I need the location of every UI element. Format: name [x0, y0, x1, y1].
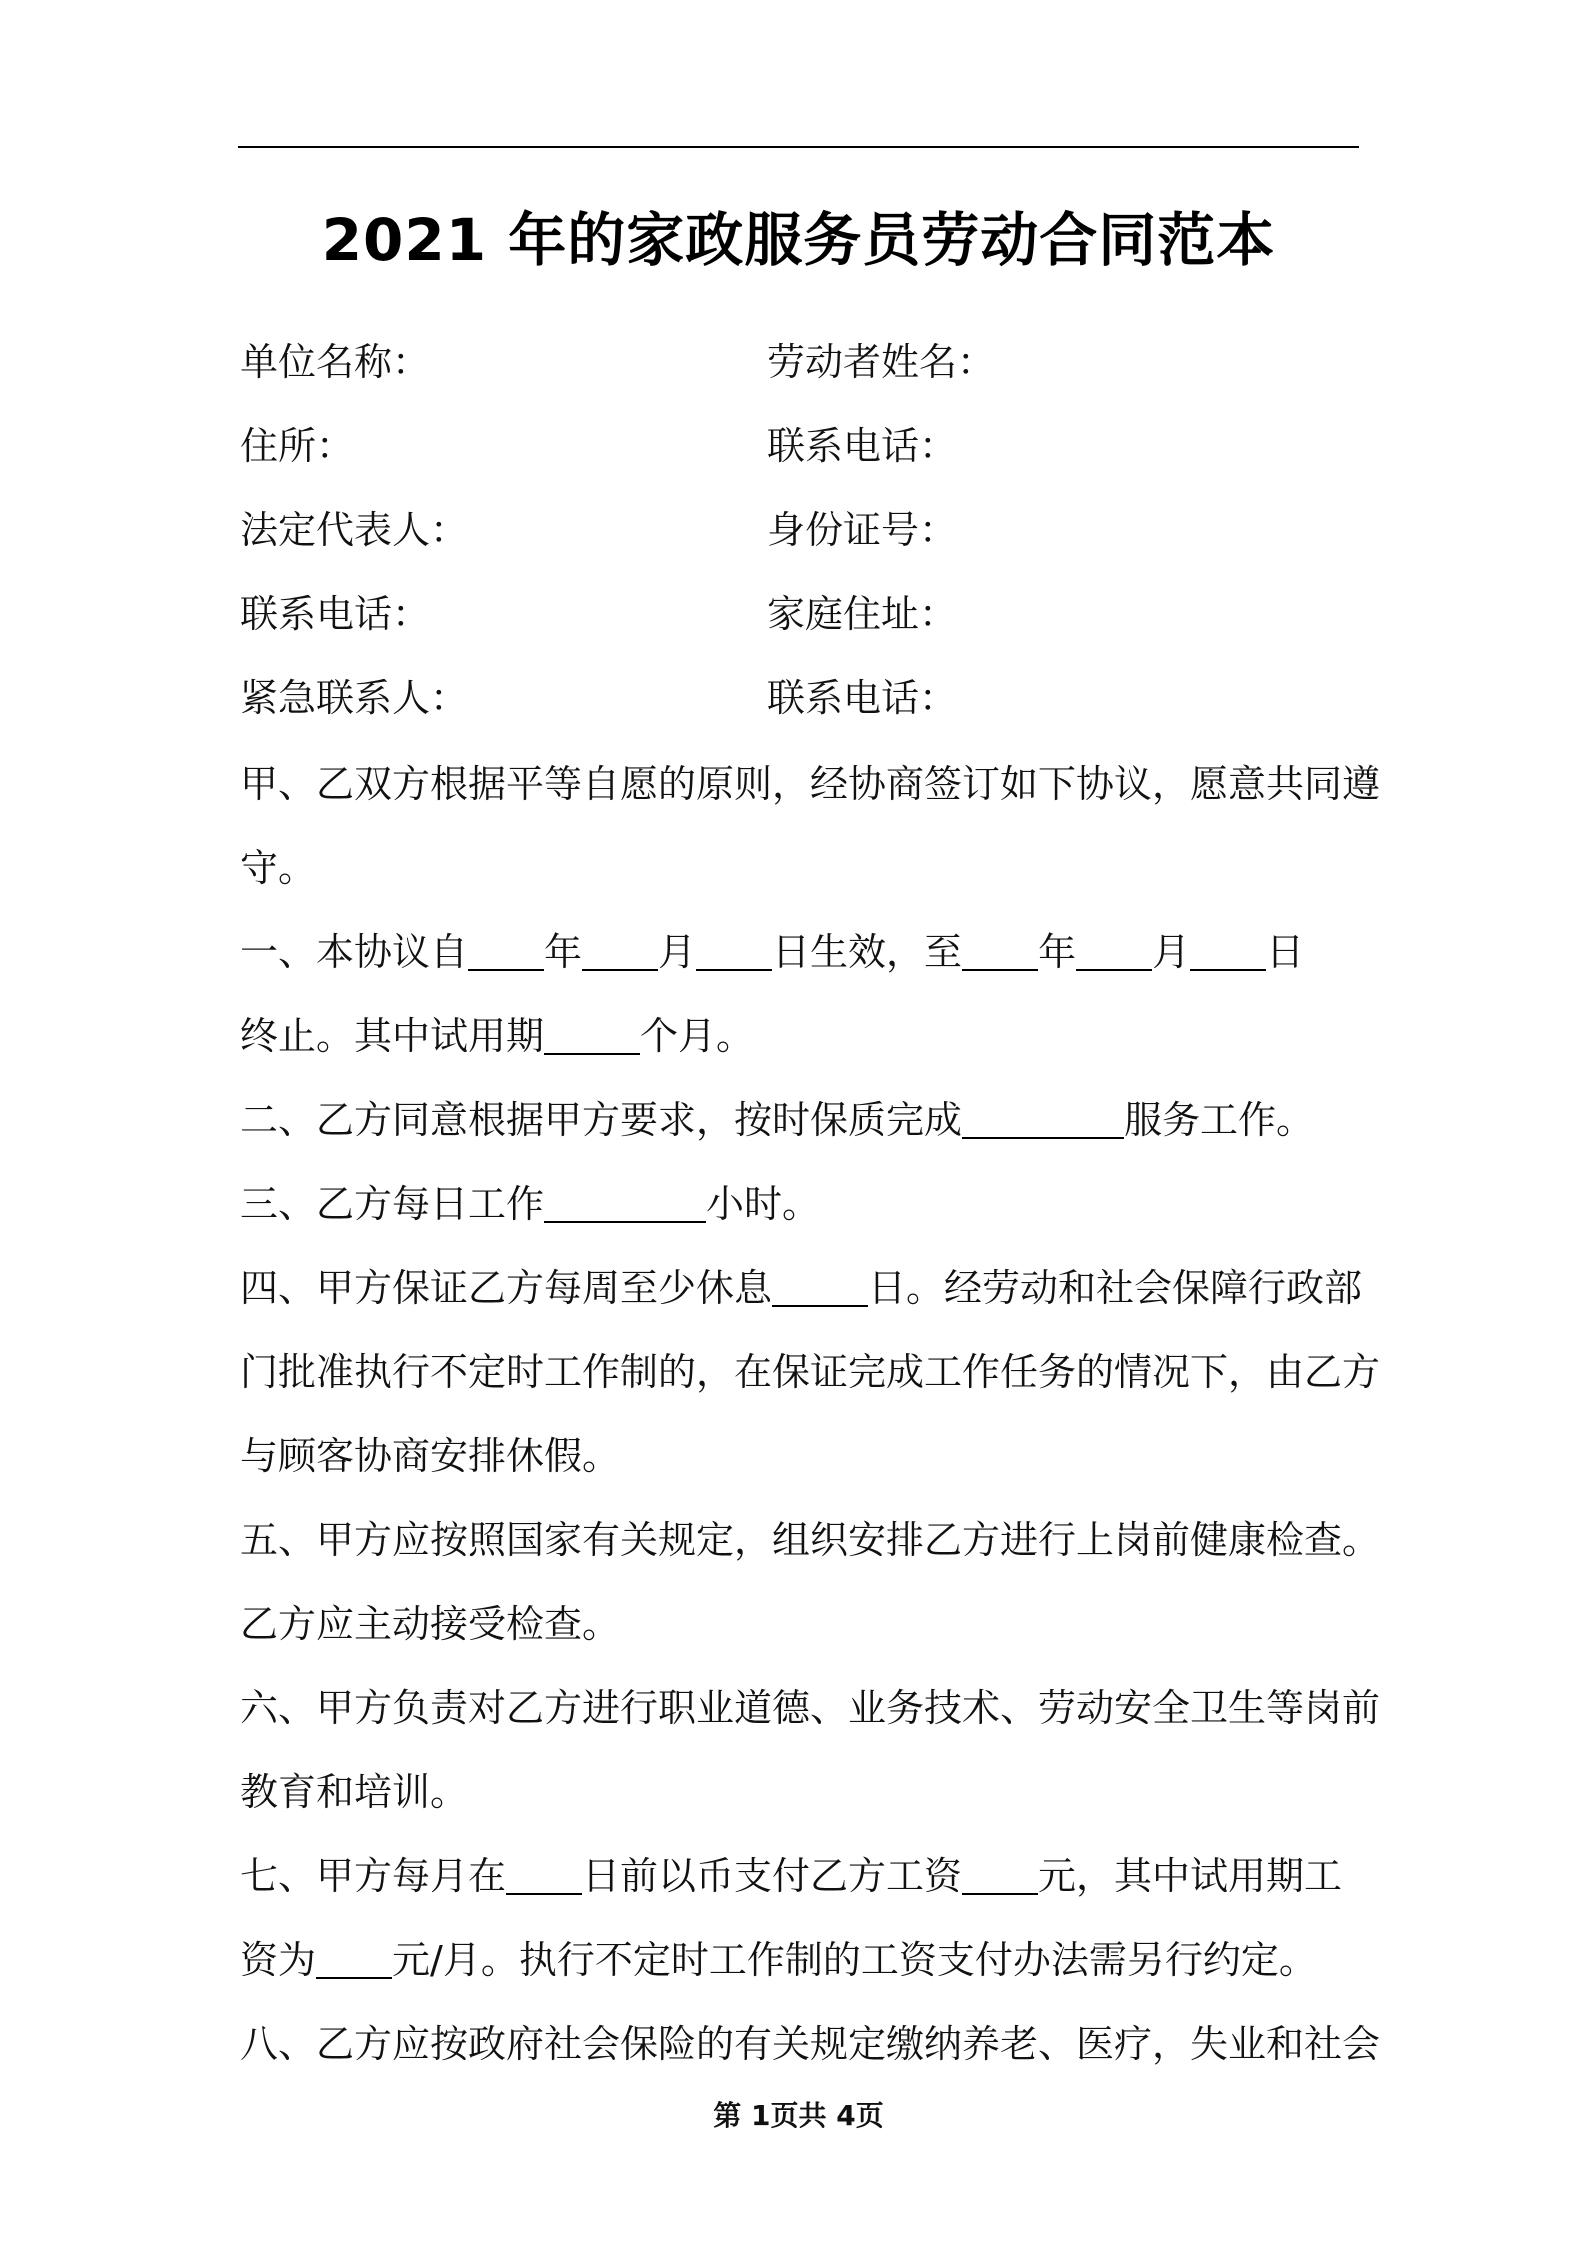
clause-6-line-2: 教育和培训。: [240, 1770, 469, 1814]
field-unit-name: 单位名称：: [240, 340, 431, 384]
clause-1-line-2: [240, 994, 1361, 1078]
field-unit-phone: 联系电话：: [240, 592, 431, 636]
clause-text: 服务工作。: [1124, 1098, 1315, 1142]
clause-text: 日前以币支付乙方工资: [582, 1854, 963, 1898]
clause-5-line-2: 乙方应主动接受检查。: [240, 1602, 621, 1646]
clause-8-line-1: 八、乙方应按政府社会保险的有关规定缴纳养老、医疗，失业和社会: [240, 2022, 1381, 2066]
clause-text: 二、乙方同意根据甲方要求，按时保质完成: [240, 1098, 963, 1142]
clause-text: 日: [1266, 930, 1305, 974]
clause-1-line-1: [240, 910, 1361, 994]
blank-daily-hours: [544, 1181, 706, 1223]
field-row-5: [240, 668, 1361, 728]
clause-6-line-1: 六、甲方负责对乙方进行职业道德、业务技术、劳动安全卫生等岗前: [240, 1686, 1381, 1730]
field-row-4: [240, 584, 1361, 644]
clause-4-line-1: [240, 1246, 1361, 1330]
field-worker-phone: 联系电话：: [767, 424, 958, 468]
clause-2: [240, 1078, 1361, 1162]
clause-text: 年: [544, 930, 583, 974]
field-legal-rep: 法定代表人：: [240, 508, 469, 552]
field-residence: 住所：: [240, 424, 355, 468]
blank-end-day: [1190, 929, 1266, 971]
clause-text: 一、本协议自: [240, 930, 469, 974]
blank-pay-day: [506, 1853, 582, 1895]
clause-text: 月: [658, 930, 697, 974]
clause-text: 四、甲方保证乙方每周至少休息: [240, 1266, 773, 1310]
intro-line-2: 守。: [240, 846, 317, 890]
field-emergency-phone: 联系电话：: [767, 676, 958, 720]
blank-start-year: [468, 929, 544, 971]
blank-rest-days: [772, 1265, 868, 1307]
clause-4-line-3: 与顾客协商安排休假。: [240, 1434, 621, 1478]
clause-text: 日生效，至: [772, 930, 963, 974]
field-home-address: 家庭住址：: [767, 592, 958, 636]
blank-salary: [962, 1853, 1038, 1895]
blank-probation-salary: [316, 1937, 392, 1979]
header-rule: [238, 146, 1359, 148]
clause-text: 元，其中试用期工: [1038, 1854, 1343, 1898]
blank-start-month: [582, 929, 658, 971]
clause-text: 小时。: [706, 1182, 821, 1226]
clause-text: 三、乙方每日工作: [240, 1182, 545, 1226]
blank-end-month: [1076, 929, 1152, 971]
clause-text: 终止。其中试用期: [240, 1014, 545, 1058]
clause-text: 七、甲方每月在: [240, 1854, 507, 1898]
clause-5-line-1: 五、甲方应按照国家有关规定，组织安排乙方进行上岗前健康检查。: [240, 1518, 1381, 1562]
clause-4-line-2: 门批准执行不定时工作制的，在保证完成工作任务的情况下，由乙方: [240, 1350, 1381, 1394]
page-number: 第 1页共 4页: [713, 2099, 884, 2132]
intro-line-1: 甲、乙双方根据平等自愿的原则，经协商签订如下协议，愿意共同遵: [240, 762, 1381, 806]
document-title: 2021 年的家政服务员劳动合同范本: [321, 206, 1276, 274]
field-row-2: [240, 416, 1361, 476]
blank-end-year: [962, 929, 1038, 971]
field-row-3: [240, 500, 1361, 560]
field-worker-name: 劳动者姓名：: [767, 340, 996, 384]
field-row-1: [240, 332, 1361, 392]
blank-probation-months: [544, 1013, 640, 1055]
clause-text: 日。经劳动和社会保障行政部: [868, 1266, 1363, 1310]
clause-text: 个月。: [640, 1014, 755, 1058]
field-id-number: 身份证号：: [767, 508, 958, 552]
clause-text: 年: [1038, 930, 1077, 974]
clause-7-line-2: [240, 1918, 1361, 2002]
blank-start-day: [696, 929, 772, 971]
clause-text: 元/月。执行不定时工作制的工资支付办法需另行约定。: [392, 1938, 1317, 1982]
clause-text: 月: [1152, 930, 1191, 974]
blank-service-type: [962, 1097, 1124, 1139]
clause-7-line-1: [240, 1834, 1361, 1918]
clause-3: [240, 1162, 1361, 1246]
clause-text: 资为: [240, 1938, 317, 1982]
field-emergency-contact: 紧急联系人：: [240, 676, 469, 720]
